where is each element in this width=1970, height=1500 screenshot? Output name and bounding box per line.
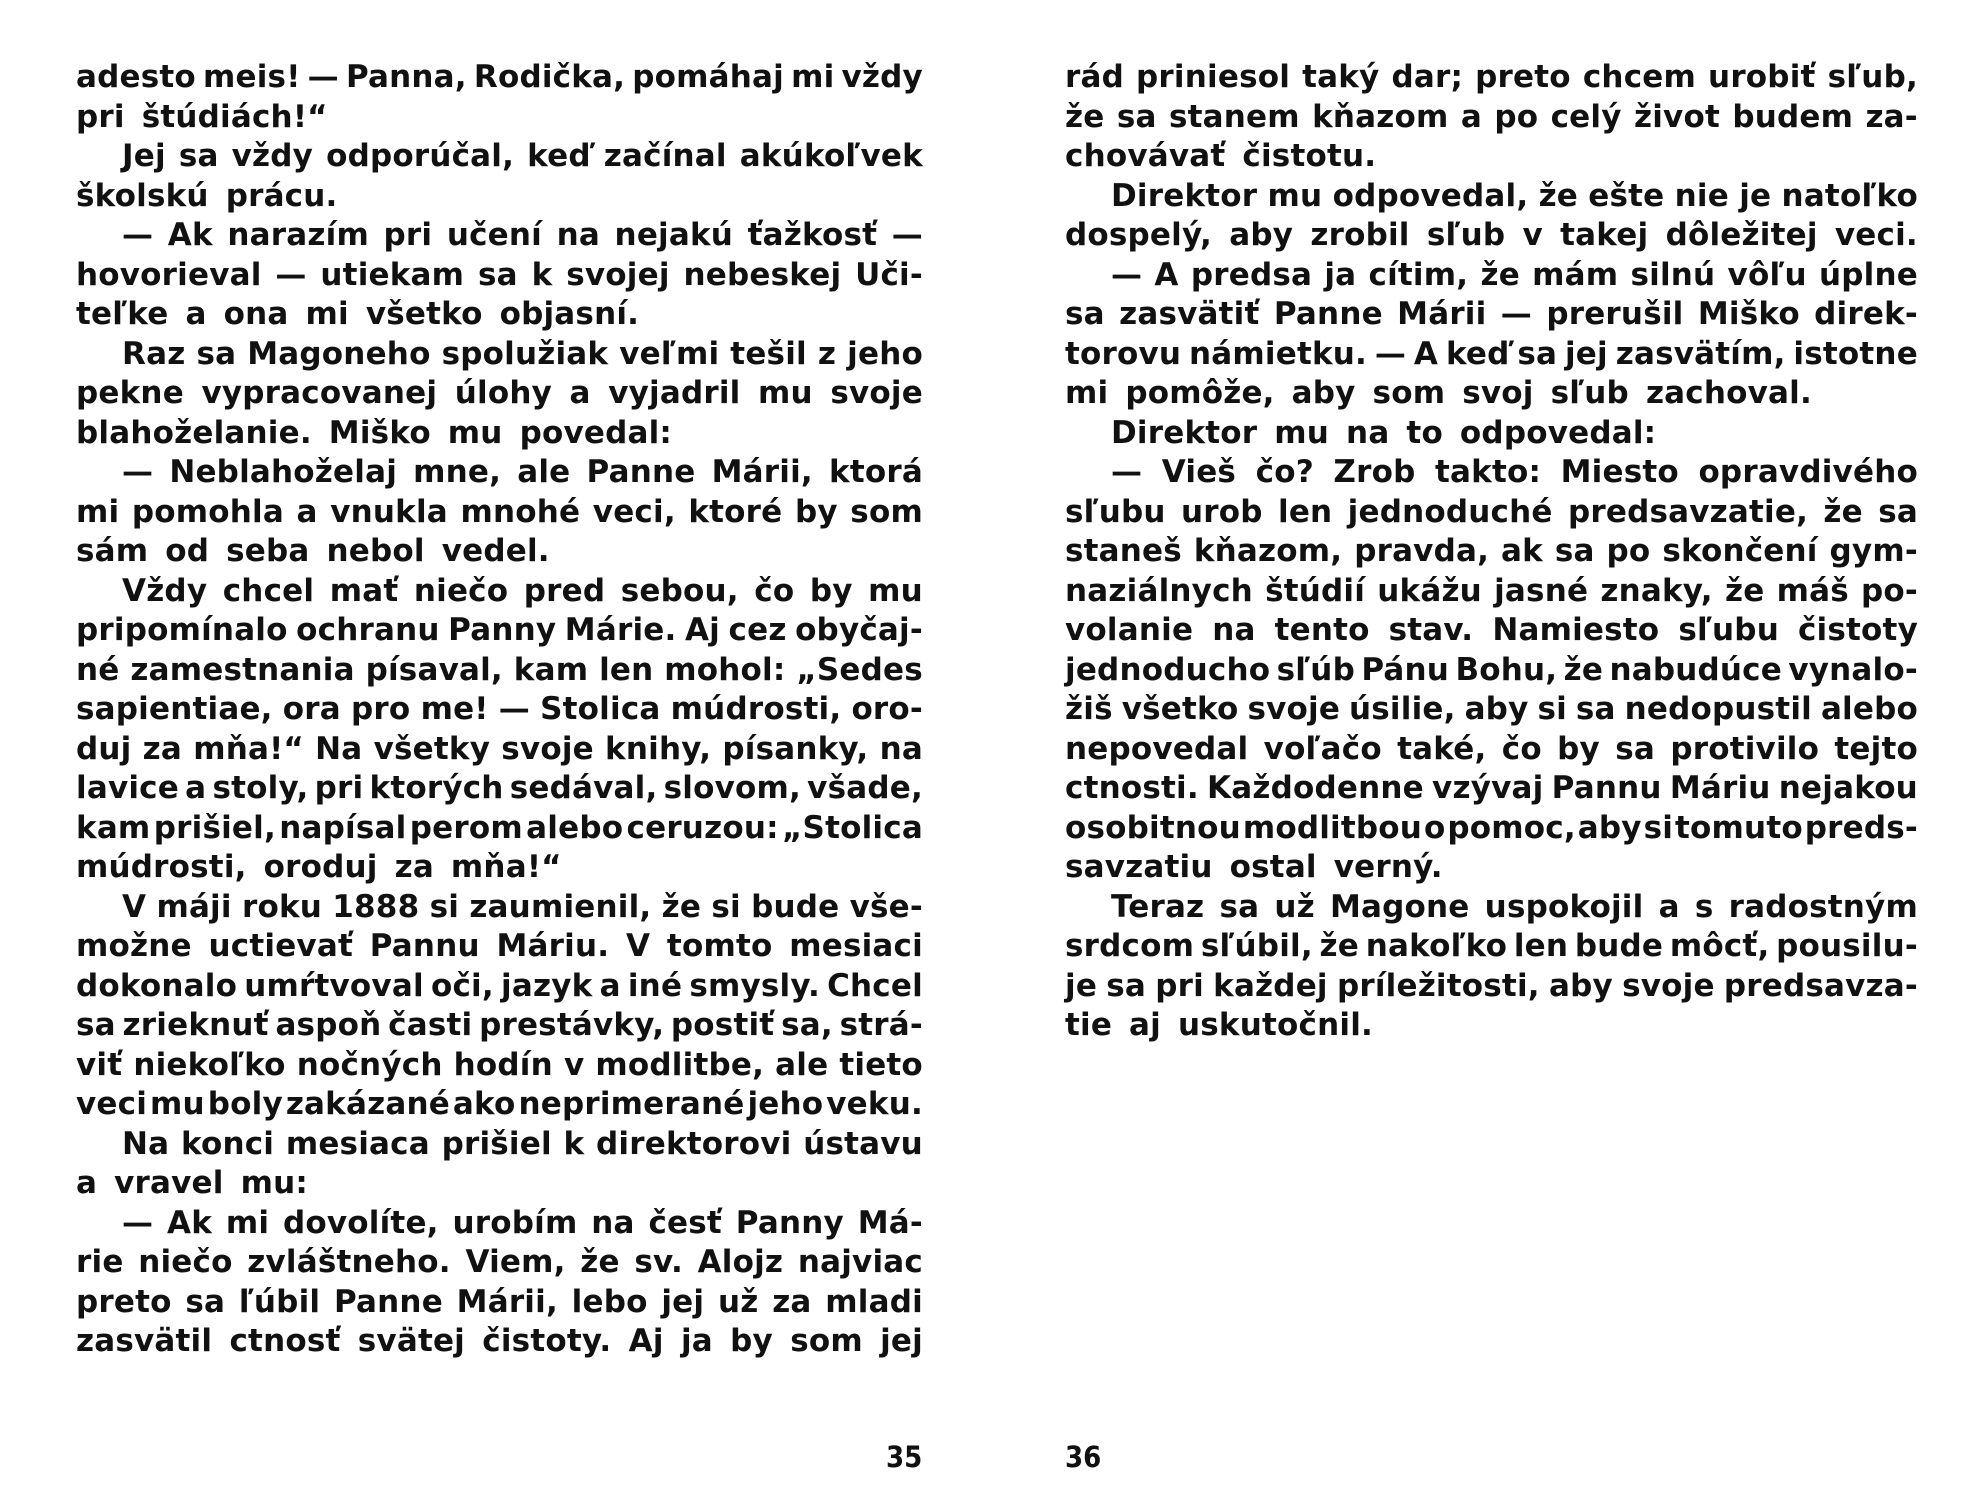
text-line: dospelý, aby zrobil sľub v takej dôležitej veci. bbox=[1065, 217, 1918, 253]
text-line: jednoducho sľúb Pánu Bohu, že nabudúce vynalo- bbox=[1065, 651, 1918, 688]
text-line: osobitnou modlitbou o pomoc, aby si tomuto preds- bbox=[1065, 809, 1918, 846]
text-line: — Ak mi dovolíte, urobím na česť Panny Má- bbox=[122, 1204, 923, 1241]
text-line: né zamestnania písaval, kam len mohol: „Sedes bbox=[76, 651, 923, 688]
text-line: hovorieval — utiekam sa k svojej nebeskej Uči- bbox=[76, 256, 923, 293]
text-line: veci mu boly zakázané ako neprimerané jeho veku. bbox=[76, 1086, 923, 1122]
text-line: — A predsa ja cítim, že mám silnú vôľu úplne bbox=[1111, 256, 1918, 293]
text-line: rád priniesol taký dar; preto chcem urobiť sľub, bbox=[1065, 59, 1918, 95]
text-line: kam prišiel, napísal perom alebo ceruzou: „Stolica bbox=[76, 809, 923, 846]
text-line: — Neblahoželaj mne, ale Panne Márii, ktorá bbox=[122, 454, 923, 490]
text-line: nepovedal voľačo také, čo by sa protivilo tejto bbox=[1065, 730, 1918, 767]
text-line: — Ak narazím pri učení na nejakú ťažkosť — bbox=[122, 217, 923, 253]
text-line: a vravel mu: bbox=[76, 1165, 308, 1201]
text-line: Vždy chcel mať niečo pred sebou, čo by mu bbox=[122, 572, 923, 609]
text-line: savzatiu ostal verný. bbox=[1065, 849, 1443, 885]
right-page-number: 36 bbox=[1065, 1440, 1102, 1474]
text-line: V máji roku 1888 si zaumienil, že si bude vše- bbox=[122, 888, 923, 925]
text-line: Direktor mu odpovedal, že ešte nie je natoľko bbox=[1111, 177, 1918, 214]
text-line: múdrosti, oroduj za mňa!“ bbox=[76, 849, 562, 885]
text-line: tie aj uskutočnil. bbox=[1065, 1007, 1373, 1043]
text-line: preto sa ľúbil Panne Márii, lebo jej už za mladi bbox=[76, 1283, 923, 1320]
right-page bbox=[1065, 58, 1918, 1046]
text-line: sľubu urob len jednoduché predsavzatie, že sa bbox=[1065, 493, 1918, 530]
text-line: pekne vypracovanej úlohy a vyjadril mu svoje bbox=[76, 375, 923, 411]
left-page bbox=[76, 58, 923, 1362]
text-line: duj za mňa!“ Na všetky svoje knihy, písanky, na bbox=[76, 730, 923, 767]
text-line: dokonalo umŕtvoval oči, jazyk a iné smysly. Chcel bbox=[76, 967, 923, 1004]
text-line: Na konci mesiaca prišiel k direktorovi ústavu bbox=[122, 1125, 923, 1162]
text-line: volanie na tento stav. Namiesto sľubu čistoty bbox=[1065, 612, 1918, 648]
text-line: Direktor mu na to odpovedal: bbox=[1111, 414, 1657, 451]
text-line: Raz sa Magoneho spolužiak veľmi tešil z jeho bbox=[122, 335, 923, 372]
text-line: pri štúdiách!“ bbox=[76, 98, 328, 135]
text-line: mi pomôže, aby som svoj sľub zachoval. bbox=[1065, 375, 1812, 411]
text-line: sám od seba nebol vedel. bbox=[76, 533, 550, 569]
text-line: — Vieš čo? Zrob takto: Miesto opravdivého bbox=[1111, 454, 1918, 490]
text-line: sa zrieknuť aspoň časti prestávky, postiť sa, strá- bbox=[76, 1007, 923, 1043]
left-page-number: 35 bbox=[886, 1440, 923, 1474]
text-line: naziálnych štúdií ukážu jasné znaky, že máš po- bbox=[1065, 572, 1918, 609]
text-line: Jej sa vždy odporúčal, keď začínal akúkoľvek bbox=[122, 138, 923, 174]
text-line: rie niečo zvláštneho. Viem, že sv. Alojz najviac bbox=[76, 1244, 923, 1280]
text-line: školskú prácu. bbox=[76, 177, 338, 214]
text-line: staneš kňazom, pravda, ak sa po skončení gym- bbox=[1065, 533, 1918, 569]
text-line: sa zasvätiť Panne Márii — prerušil Miško direk- bbox=[1065, 296, 1918, 332]
text-line: srdcom sľúbil, že nakoľko len bude môcť, pousilu- bbox=[1065, 928, 1918, 964]
text-line: sapientiae, ora pro me! — Stolica múdrosti, oro- bbox=[76, 691, 923, 727]
text-line: Teraz sa už Magone uspokojil a s radostným bbox=[1111, 888, 1918, 925]
text-line: je sa pri každej príležitosti, aby svoje predsavza- bbox=[1065, 967, 1918, 1004]
text-line: že sa stanem kňazom a po celý život budem za- bbox=[1065, 98, 1918, 135]
text-line: teľke a ona mi všetko objasní. bbox=[76, 296, 640, 332]
text-line: možne uctievať Pannu Máriu. V tomto mesiaci bbox=[76, 928, 923, 964]
text-line: ctnosti. Každodenne vzývaj Pannu Máriu nejakou bbox=[1065, 770, 1918, 806]
text-line: chovávať čistotu. bbox=[1065, 138, 1377, 174]
text-line: blahoželanie. Miško mu povedal: bbox=[76, 414, 673, 451]
text-line: torovu námietku. — A keď sa jej zasvätím, istotne bbox=[1065, 335, 1918, 372]
text-line: žiš všetko svoje úsilie, aby si sa nedopustil alebo bbox=[1065, 691, 1918, 727]
text-line: zasvätil ctnosť svätej čistoty. Aj ja by som jej bbox=[76, 1323, 923, 1359]
text-line: adesto meis! — Panna, Rodička, pomáhaj mi vždy bbox=[76, 59, 923, 95]
text-line: lavice a stoly, pri ktorých sedával, slovom, všade, bbox=[76, 770, 923, 806]
text-line: mi pomohla a vnukla mnohé veci, ktoré by som bbox=[76, 493, 923, 530]
text-line: pripomínalo ochranu Panny Márie. Aj cez obyčaj- bbox=[76, 612, 923, 648]
text-line: viť niekoľko nočných hodín v modlitbe, ale tieto bbox=[76, 1046, 923, 1083]
